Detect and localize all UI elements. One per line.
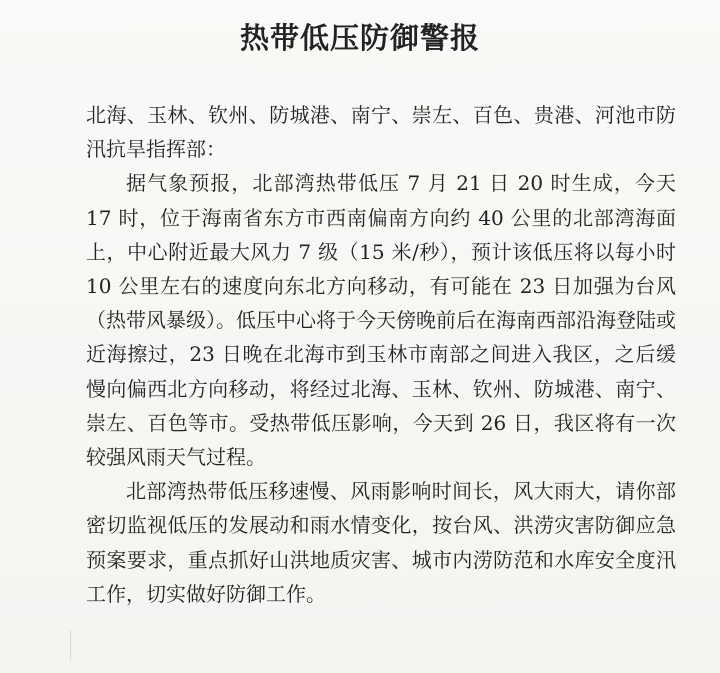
paragraph-forecast: 据气象预报，北部湾热带低压 7 月 21 日 20 时生成，今天 17 时，位于海南省东方市西南偏南方向约 40 公里的北部湾海面上，中心附近最大风力 7 级（15 米/秒），预计该低压将以每小时 10 公里左右的速度向东北方向移动，有可能在 23 日加强为台风（热带风暴级）。低压中心将于今天傍晚前后在海南西部沿海登陆或近海擦过，23 日晚在北海市到玉林市南部之间进入我区，之后缓慢向偏西北方向移动，将经过北海、玉林、钦州、防城港、南宁、崇左、百色等市。受热带低压影响，今天到 26 日，我区将有一次较强风雨天气过程。 [86, 171, 676, 470]
paragraph-instructions: 北部湾热带低压移速慢、风雨影响时间长，风大雨大，请你部密切监视低压的发展动和雨水情变化，按台风、洪涝灾害防御应急预案要求，重点抓好山洪地质灾害、城市内涝防范和水库安全度汛工作，切实做好防御工作。 [86, 479, 676, 606]
document-body [86, 98, 676, 611]
addressee-line: 北海、玉林、钦州、防城港、南宁、崇左、百色、贵港、河池市防汛抗旱指挥部： [86, 103, 676, 162]
document-title: 热带低压防御警报 [239, 21, 480, 55]
scan-edge-mark [70, 630, 77, 660]
